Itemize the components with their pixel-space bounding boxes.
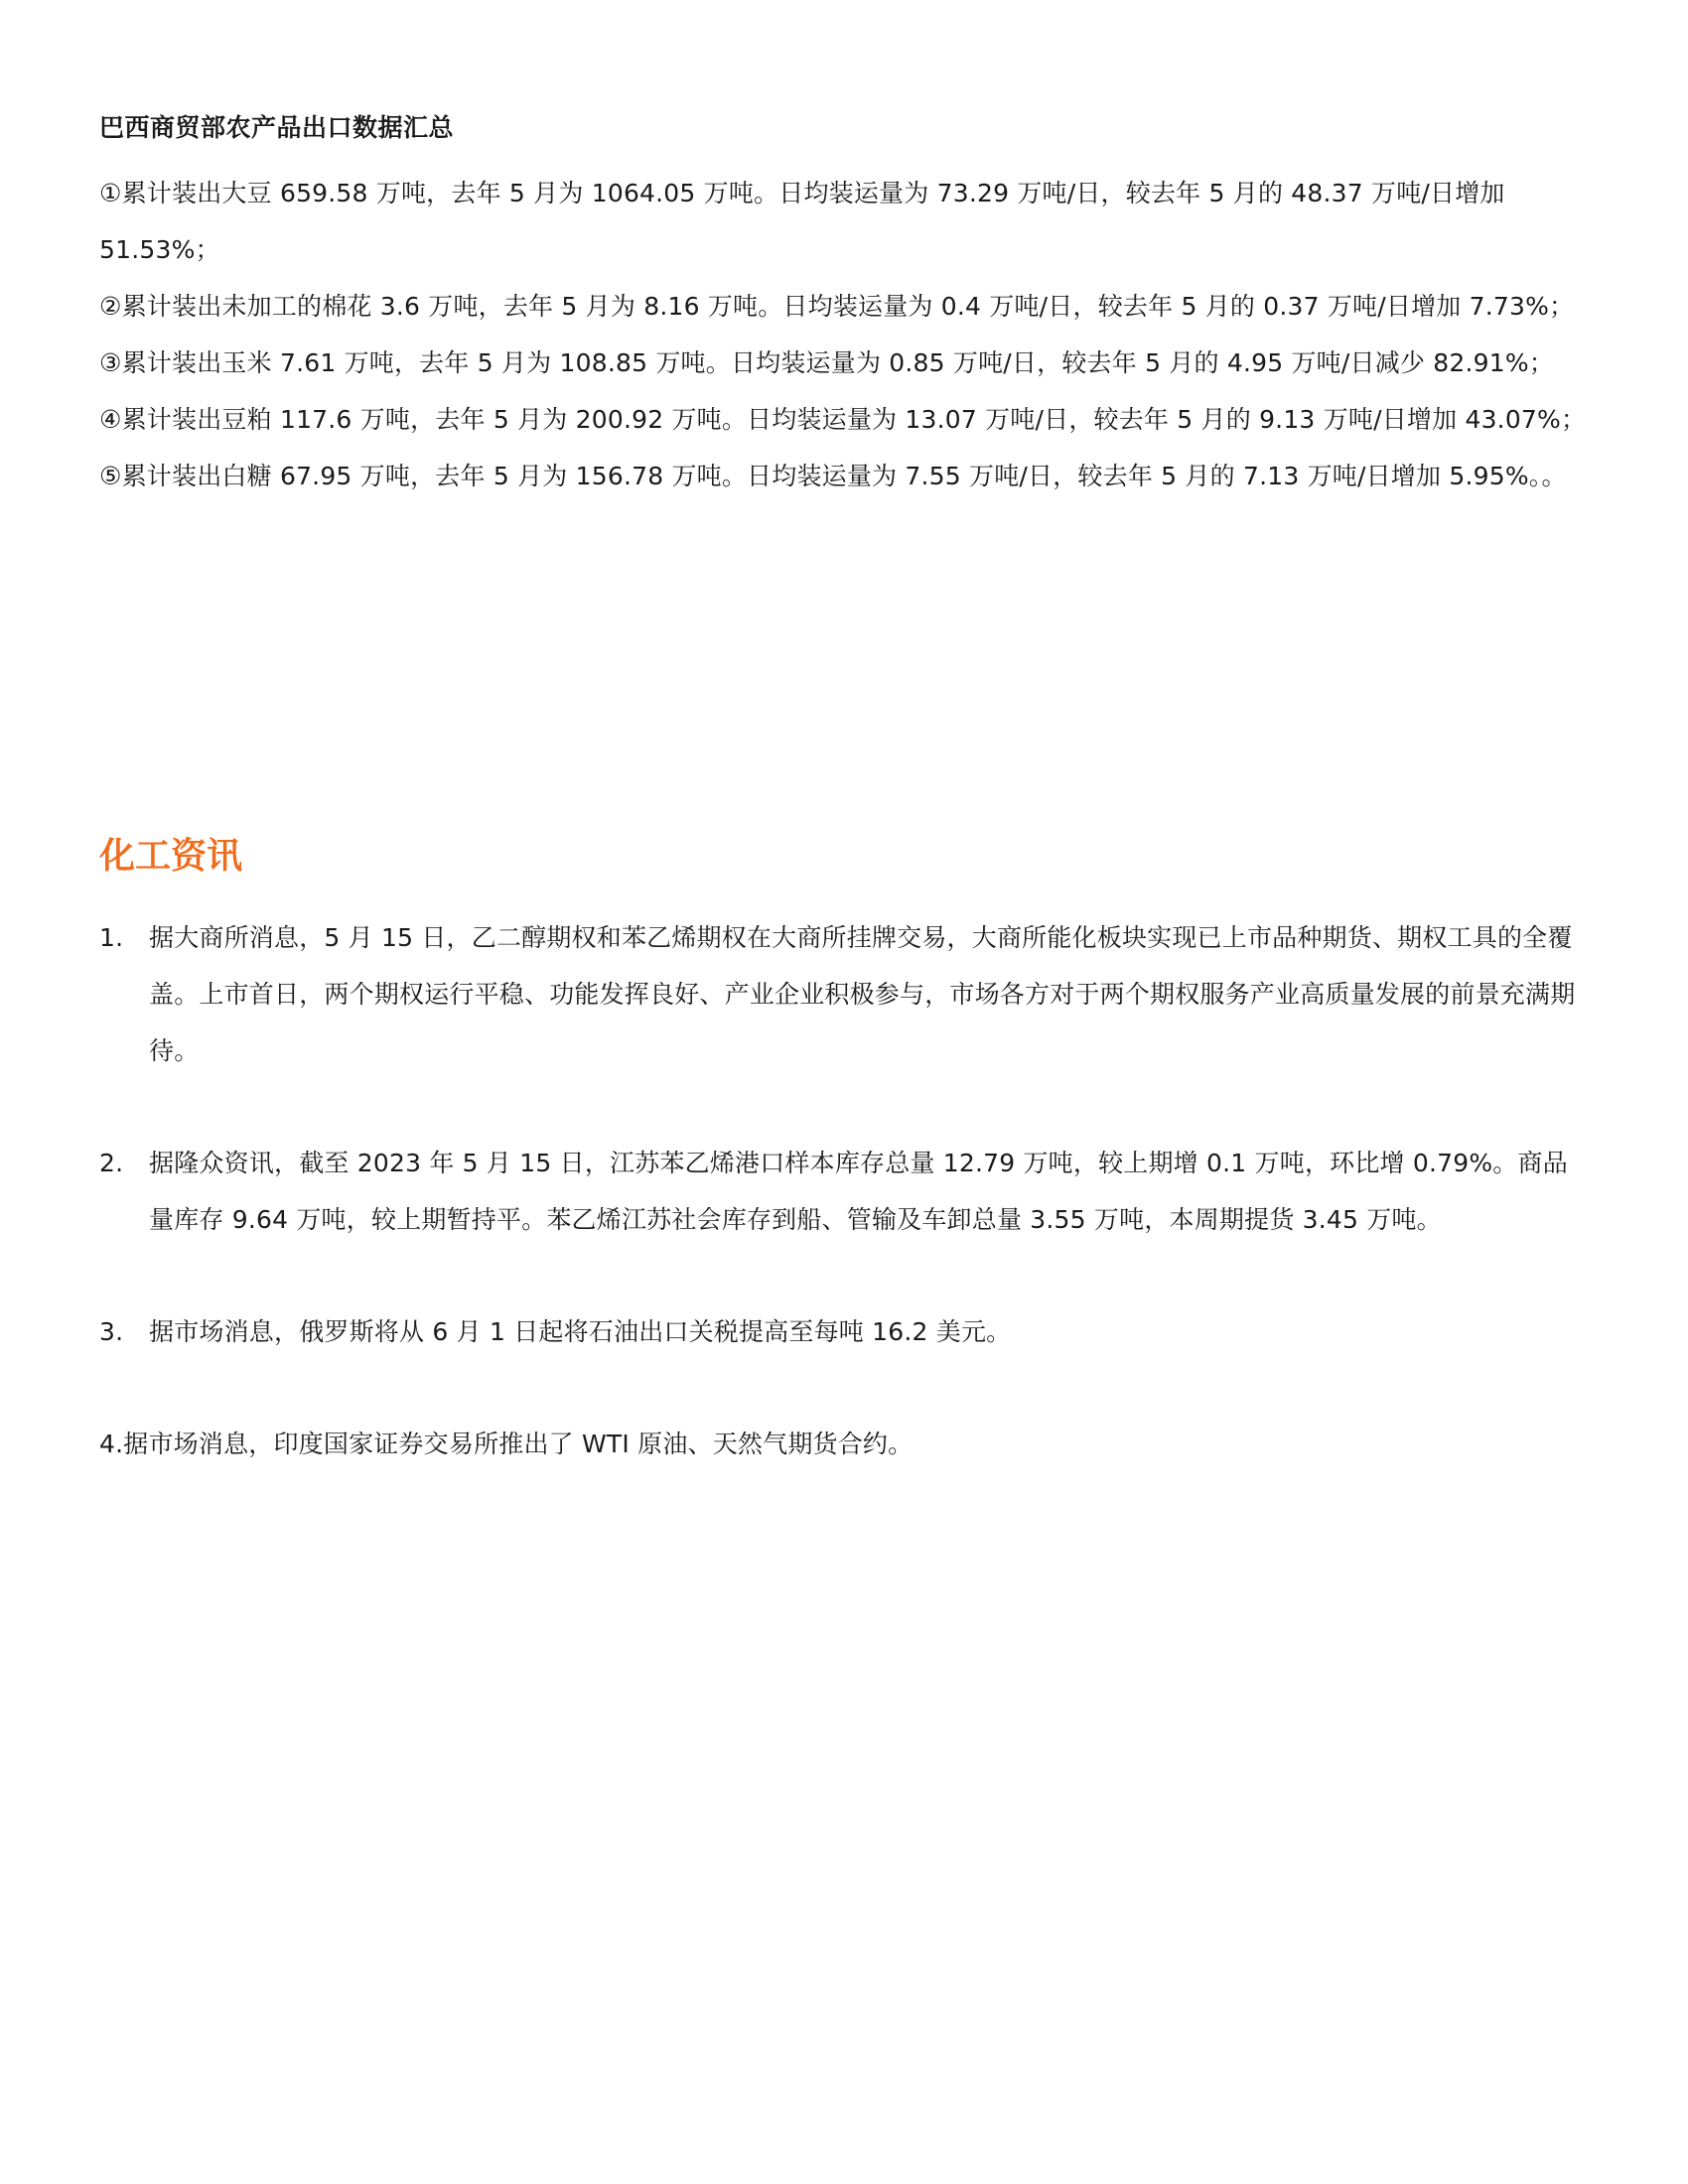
list-text: 据大商所消息，5 月 15 日，乙二醇期权和苯乙烯期权在大商所挂牌交易，大商所能化板块实现已上市品种期货、期权工具的全覆盖。上市首日，两个期权运行平稳、功能发挥良好、产业企业积极参与，市场各方对于两个期权服务产业高质量发展的前景充满期待。 — [149, 923, 1576, 1065]
chem-news-item-2 — [99, 1135, 1589, 1248]
chem-news-item-3 — [99, 1303, 1589, 1360]
brazil-item-corn: ③累计装出玉米 7.61 万吨，去年 5 月为 108.85 万吨。日均装运量为 0.85 万吨/日，较去年 5 月的 4.95 万吨/日减少 82.91%； — [99, 348, 1554, 377]
list-text: 据市场消息，印度国家证券交易所推出了 WTI 原油、天然气期货合约。 — [123, 1430, 914, 1458]
brazil-item-soybean: ①累计装出大豆 659.58 万吨，去年 5 月为 1064.05 万吨。日均装运量为 73.29 万吨/日，较去年 5 月的 48.37 万吨/日增加 51.53%； — [99, 179, 1505, 264]
brazil-export-section — [99, 111, 1589, 504]
list-number: 2. — [99, 1149, 124, 1177]
list-text: 据隆众资讯，截至 2023 年 5 月 15 日，江苏苯乙烯港口样本库存总量 12.79 万吨，较上期增 0.1 万吨，环比增 0.79%。商品量库存 9.64 万吨，较上期暂持平。苯乙烯江苏社会库存到船、管输及车卸总量 3.55 万吨，本周期提货 3.45 万吨。 — [149, 1149, 1568, 1234]
brazil-section-title: 巴西商贸部农产品出口数据汇总 — [99, 113, 455, 142]
list-number: 3. — [99, 1317, 124, 1346]
list-number: 4. — [99, 1430, 124, 1458]
chemical-news-heading: 化工资讯 — [99, 836, 243, 877]
list-number: 1. — [99, 923, 124, 952]
list-text: 据市场消息，俄罗斯将从 6 月 1 日起将石油出口关税提高至每吨 16.2 美元。 — [149, 1317, 1012, 1346]
brazil-item-cotton: ②累计装出未加工的棉花 3.6 万吨，去年 5 月为 8.16 万吨。日均装运量为 0.4 万吨/日，较去年 5 月的 0.37 万吨/日增加 7.73%； — [99, 292, 1575, 321]
chem-news-item-4 — [99, 1416, 1589, 1472]
brazil-item-soymeal: ④累计装出豆粕 117.6 万吨，去年 5 月为 200.92 万吨。日均装运量为 13.07 万吨/日，较去年 5 月的 9.13 万吨/日增加 43.07%； — [99, 405, 1587, 434]
chemical-news-section — [99, 832, 1589, 1472]
document-page — [99, 0, 1589, 2184]
chem-news-item-1 — [99, 909, 1589, 1079]
brazil-item-sugar: ⑤累计装出白糖 67.95 万吨，去年 5 月为 156.78 万吨。日均装运量为 7.55 万吨/日，较去年 5 月的 7.13 万吨/日增加 5.95%。。 — [99, 462, 1567, 490]
